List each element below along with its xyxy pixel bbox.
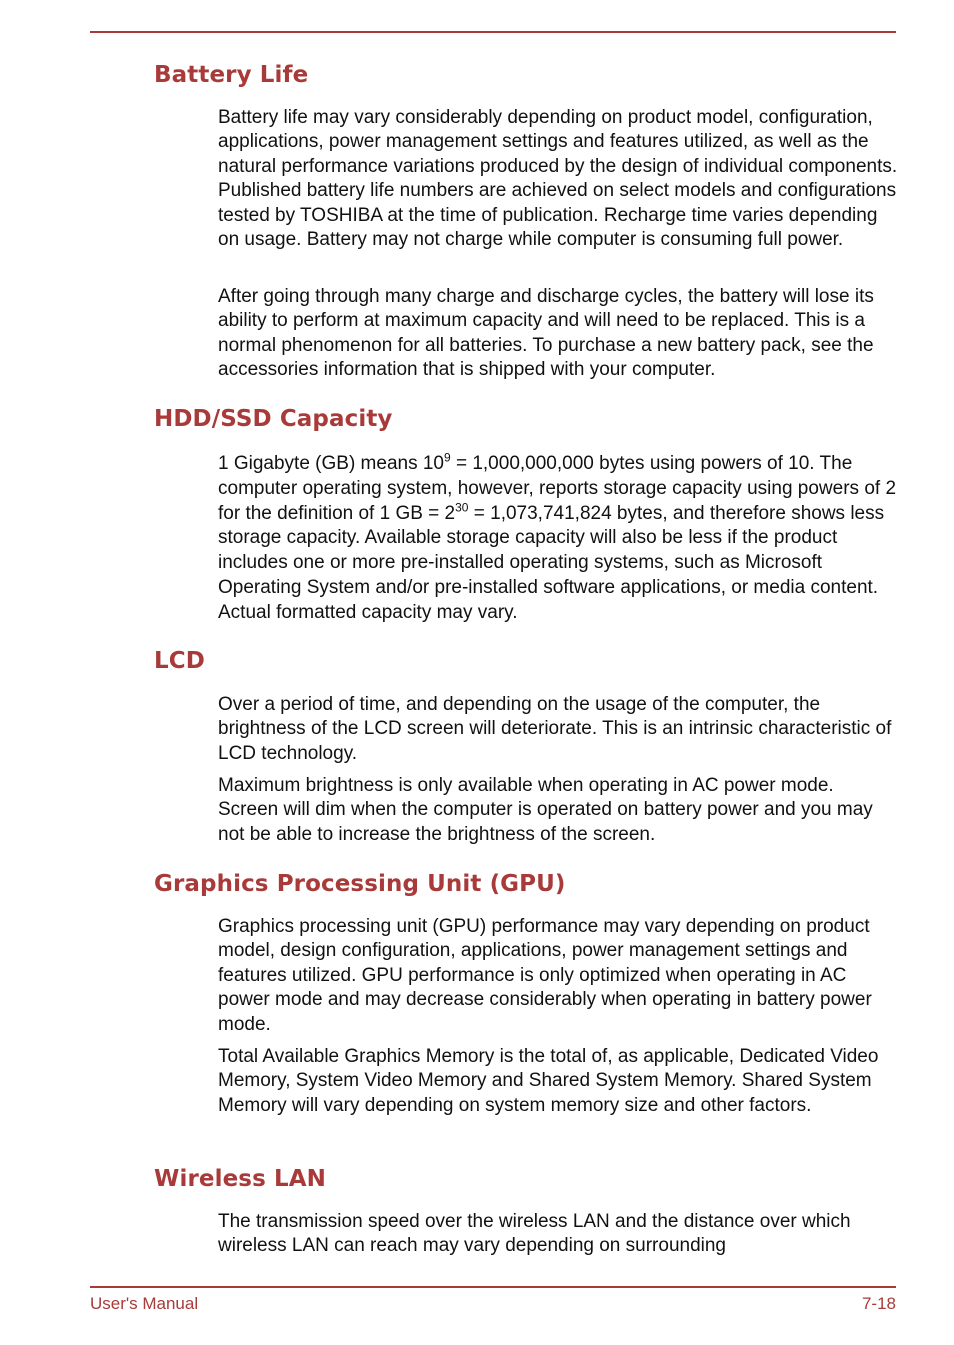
section-heading-gpu: Graphics Processing Unit (GPU) xyxy=(154,871,566,897)
section-heading-battery-life: Battery Life xyxy=(154,62,309,88)
gpu-paragraph-1: Graphics processing unit (GPU) performance may vary depending on product model, design configuration, applications, power management settings and features utilized. GPU performance is only optimized when operating in AC power mode and may decrease considerably when operating in battery power mode. xyxy=(218,916,872,1035)
capacity-exponent-9: 9 xyxy=(444,450,451,465)
capacity-text-part-1: 1 Gigabyte (GB) means 10 xyxy=(218,453,444,474)
capacity-text-part-3: = 1,073,741,824 bytes, and therefore shows less storage capacity. Available storage capacity will also be less if the product includes one or more pre-installed operating systems, such as Microsoft Operating System and/or pre-installed software applications, or media content. Actual formatted capacity may vary. xyxy=(218,502,885,623)
lcd-paragraph-1: Over a period of time, and depending on the usage of the computer, the brightness of the LCD screen will deteriorate. This is an intrinsic characteristic of LCD technology. xyxy=(218,694,892,764)
hdd-ssd-capacity-paragraph xyxy=(218,452,898,626)
battery-life-paragraph-1: Battery life may vary considerably depending on product model, configuration, applications, power management settings and features utilized, as well as the natural performance variations produced by the design of individual components. Published battery life numbers are achieved on select models and configurations tested by TOSHIBA at the time of publication. Recharge time varies depending on usage. Battery may not charge while computer is consuming full power. xyxy=(218,107,898,251)
lcd-paragraph-2: Maximum brightness is only available when operating in AC power mode. Screen will dim when the computer is operated on battery power and you may not be able to increase the brightness of the screen. xyxy=(218,775,873,845)
capacity-exponent-30: 30 xyxy=(455,500,469,515)
footer-rule xyxy=(90,1286,896,1288)
header-rule xyxy=(90,31,896,33)
capacity-text-part-2: = 1,000,000,000 bytes using powers of 10. The computer operating system, however, reports storage capacity using powers of 2 for the definition of 1 GB = 2 xyxy=(218,453,897,524)
battery-life-paragraph-2: After going through many charge and discharge cycles, the battery will lose its ability to perform at maximum capacity and will need to be replaced. This is a normal phenomenon for all batteries. To purchase a new battery pack, see the accessories information that is shipped with your computer. xyxy=(218,286,874,381)
section-heading-hdd-ssd-capacity: HDD/SSD Capacity xyxy=(154,406,393,432)
section-heading-lcd: LCD xyxy=(154,648,205,674)
section-heading-wireless-lan: Wireless LAN xyxy=(154,1166,326,1192)
footer-page-number: 7-18 xyxy=(861,1294,896,1313)
footer-manual-title: User's Manual xyxy=(90,1294,199,1313)
gpu-paragraph-2: Total Available Graphics Memory is the total of, as applicable, Dedicated Video Memory, System Video Memory and Shared System Memory. Shared System Memory will vary depending on system memory size and other factors. xyxy=(218,1046,879,1116)
wireless-lan-paragraph: The transmission speed over the wireless LAN and the distance over which wireless LAN can reach may vary depending on surrounding xyxy=(218,1211,851,1257)
